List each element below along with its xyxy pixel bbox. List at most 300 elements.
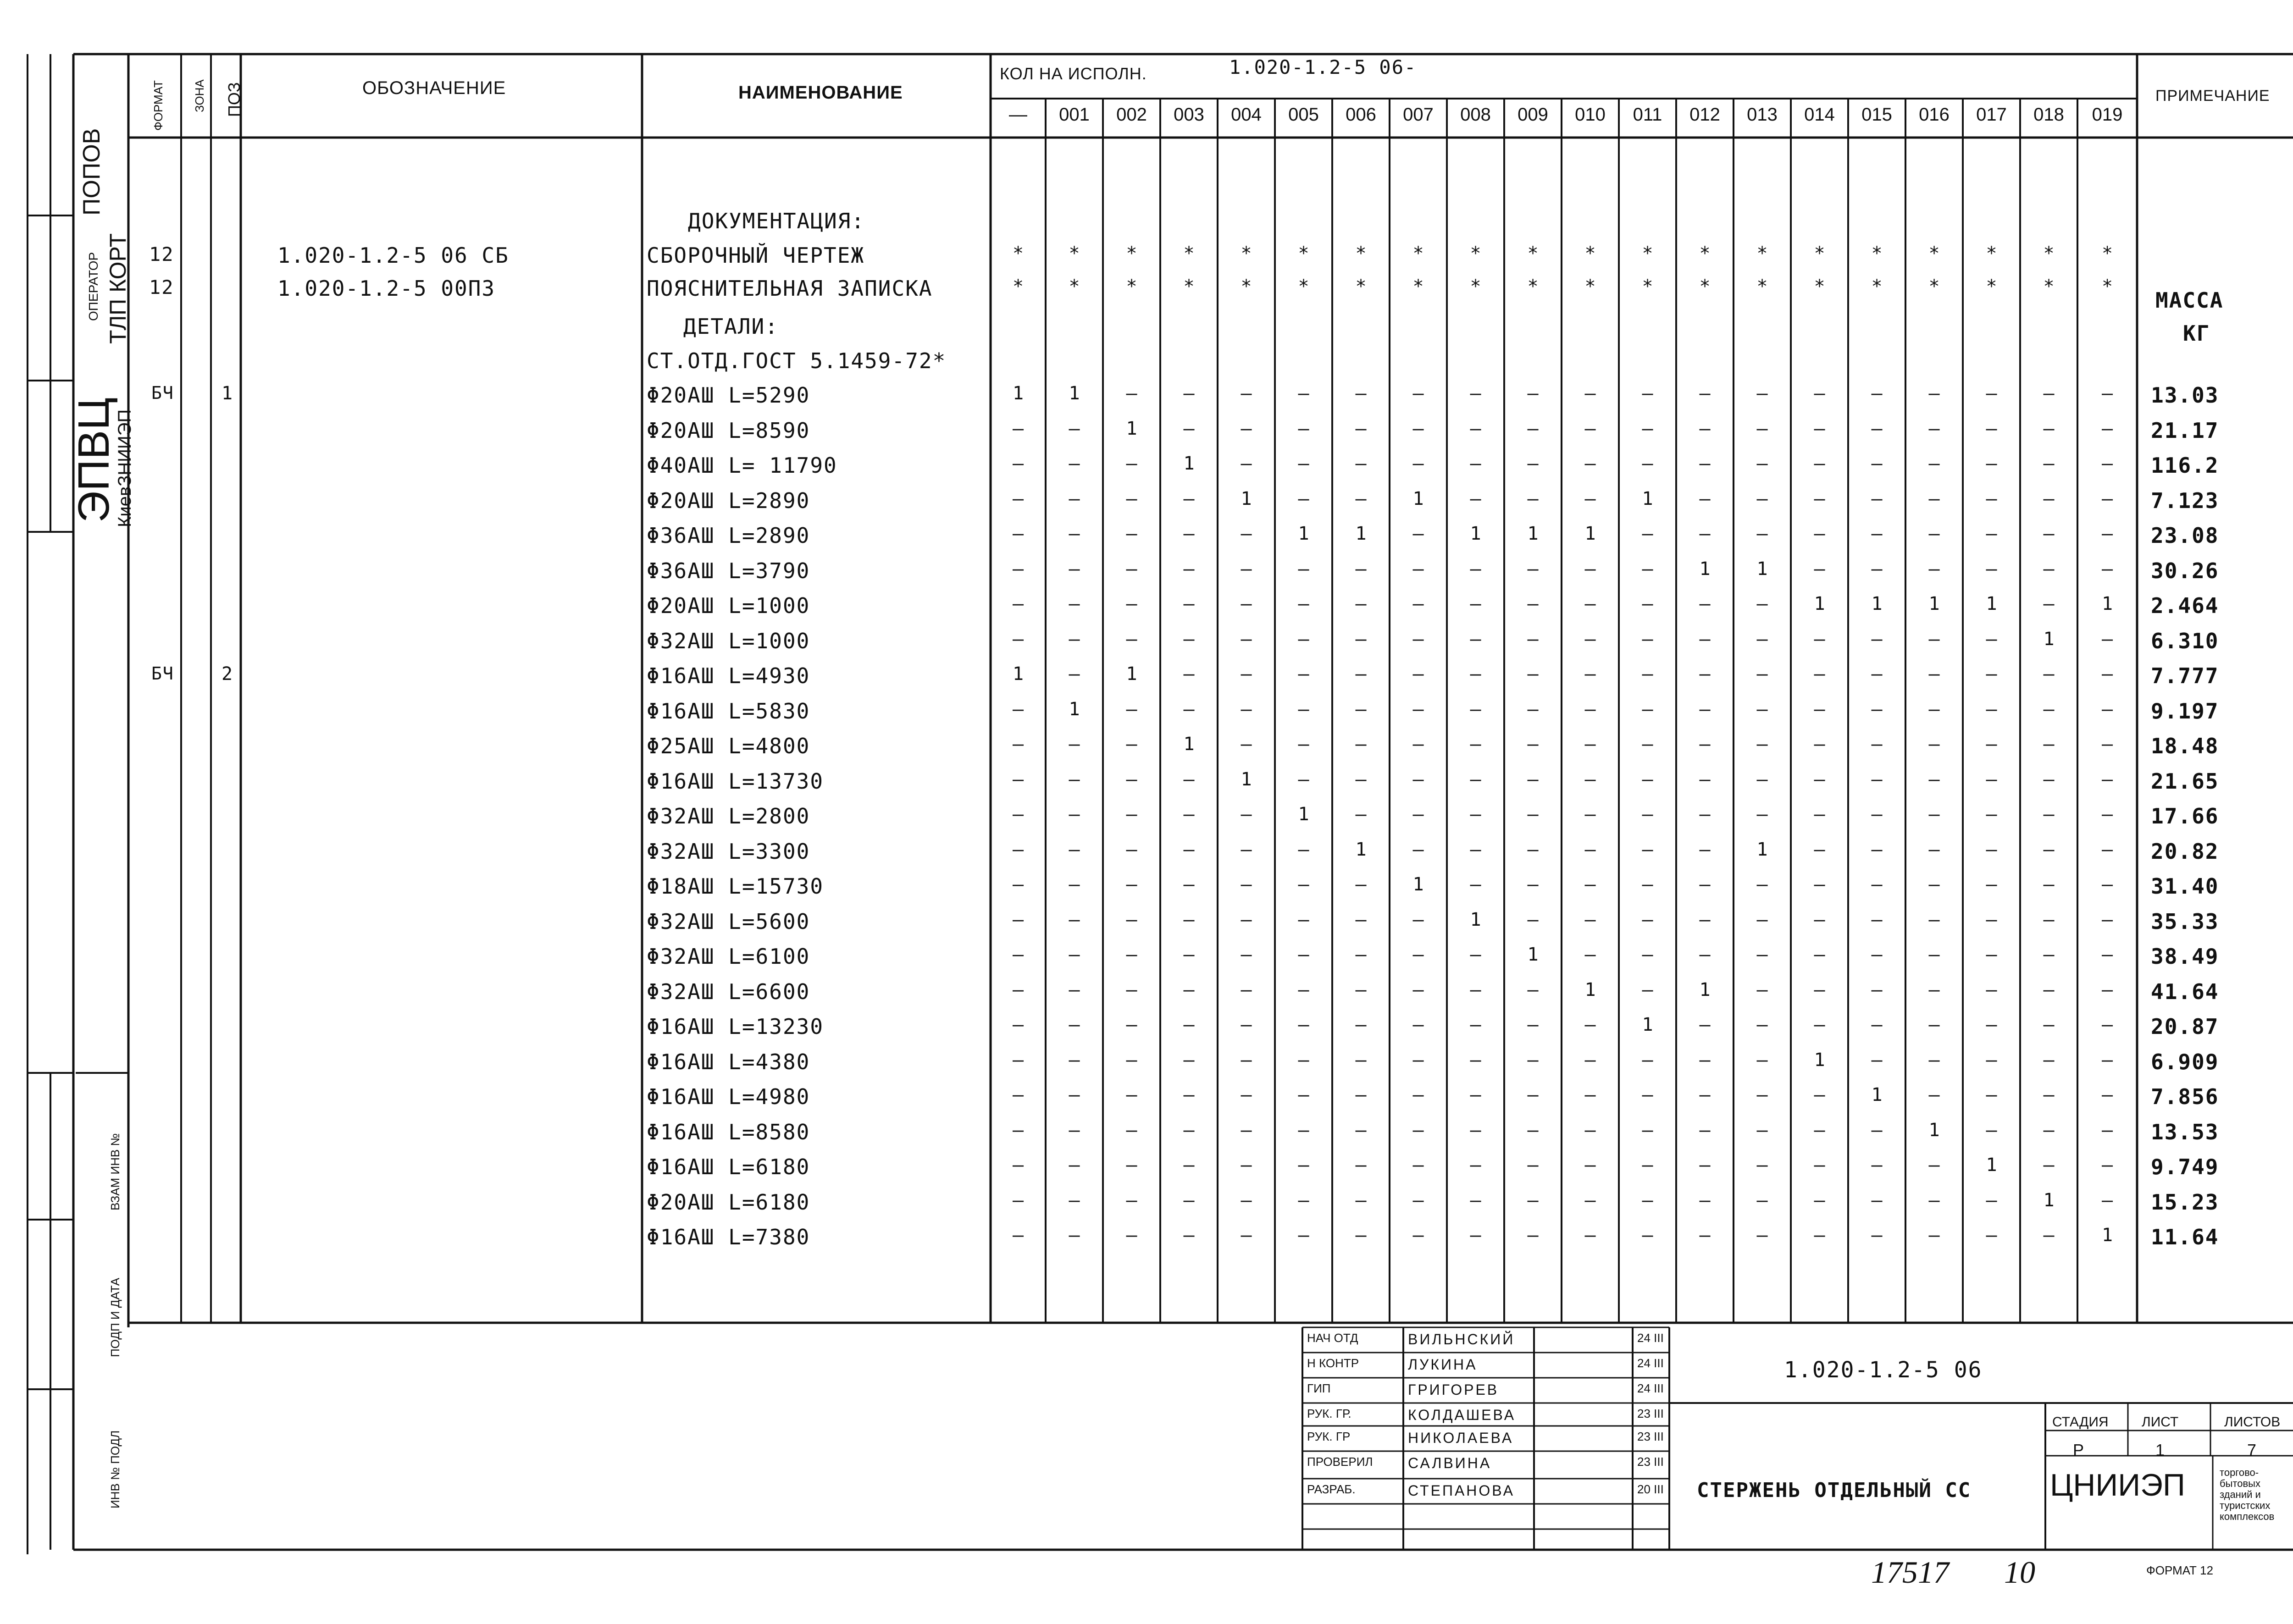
qty-cell: — — [1642, 628, 1653, 650]
doc-mark: * — [1470, 243, 1481, 264]
qty-cell: — — [1986, 804, 1997, 825]
qty-cell: — — [1126, 558, 1137, 580]
role-label: ГИП — [1307, 1381, 1331, 1395]
part-name: Φ16АШ L=5830 — [647, 698, 810, 724]
qty-cell: — — [1355, 383, 1367, 404]
doc-mark: * — [1871, 243, 1883, 264]
part-mass: 30.26 — [2151, 558, 2219, 583]
qty-cell: — — [2043, 488, 2055, 509]
qty-cell: — — [1584, 874, 1596, 895]
qty-cell: — — [1298, 1189, 1309, 1211]
doc-mark: * — [1012, 243, 1024, 264]
qty-cell: — — [1699, 488, 1711, 509]
qty-cell: — — [1928, 418, 1940, 439]
qty-cell: — — [1642, 418, 1653, 439]
qty-cell: — — [1412, 418, 1424, 439]
inventory-number: 17517 — [1871, 1555, 1949, 1590]
qty-cell: — — [2101, 1189, 2113, 1211]
qty-cell: — — [1928, 453, 1940, 474]
qty-cell: — — [1871, 453, 1883, 474]
qty-cell: — — [1470, 698, 1481, 720]
qty-cell: — — [1012, 1014, 1024, 1035]
details-title: ДЕТАЛИ: — [683, 314, 779, 339]
qty-cell: — — [1069, 909, 1080, 930]
qty-cell: — — [1756, 1189, 1768, 1211]
part-name: Φ32АШ L=1000 — [647, 628, 810, 653]
qty-cell: — — [1871, 804, 1883, 825]
qty-cell: — — [1756, 909, 1768, 930]
qty-cell: 1 — [1928, 1119, 1940, 1141]
qty-cell: — — [1241, 979, 1252, 1000]
qty-cell: — — [1183, 1119, 1195, 1141]
qty-cell: — — [2101, 488, 2113, 509]
qty-cell: — — [1183, 1154, 1195, 1176]
doc-mark: * — [1412, 276, 1424, 297]
part-name: Φ16АШ L=13730 — [647, 768, 824, 794]
qty-cell: — — [2101, 1084, 2113, 1105]
qty-cell: — — [1928, 874, 1940, 895]
qty-cell: — — [1355, 1049, 1367, 1071]
role-date: 23 III — [1637, 1430, 1664, 1443]
qty-cell: — — [1584, 734, 1596, 755]
qty-cell: — — [1126, 874, 1137, 895]
qty-cell: — — [1069, 628, 1080, 650]
qty-cell: — — [1355, 1084, 1367, 1105]
role-name: ГРИГОРЕВ — [1408, 1381, 1499, 1398]
qty-cell: — — [1986, 909, 1997, 930]
qty-cell: — — [2043, 768, 2055, 790]
qty-cell: — — [1699, 839, 1711, 860]
part-mass: 7.856 — [2151, 1084, 2219, 1109]
qty-cell: — — [1699, 1049, 1711, 1071]
qty-cell: — — [1584, 488, 1596, 509]
variant-header-0: — — [1009, 105, 1027, 125]
qty-cell: — — [1183, 418, 1195, 439]
qty-cell: — — [1527, 663, 1539, 685]
qty-cell: — — [2101, 804, 2113, 825]
qty-cell: — — [1069, 979, 1080, 1000]
doc-mark: * — [1069, 276, 1080, 297]
qty-cell: — — [1814, 698, 1825, 720]
qty-cell: — — [1699, 1154, 1711, 1176]
qty-cell: — — [1355, 698, 1367, 720]
qty-cell: — — [1756, 1119, 1768, 1141]
qty-cell: — — [1412, 593, 1424, 614]
qty-cell: — — [1298, 734, 1309, 755]
qty-cell: — — [1642, 663, 1653, 685]
qty-cell: — — [1012, 453, 1024, 474]
doc-mark: * — [1814, 276, 1825, 297]
doc-mark: * — [1298, 276, 1309, 297]
qty-cell: — — [1928, 909, 1940, 930]
qty-cell: — — [1012, 1119, 1024, 1141]
qty-cell: — — [1986, 1014, 1997, 1035]
qty-cell: — — [1355, 1119, 1367, 1141]
qty-cell: — — [1126, 698, 1137, 720]
qty-cell: — — [1012, 1084, 1024, 1105]
qty-cell: 1 — [1470, 523, 1481, 544]
part-name: Φ16АШ L=13230 — [647, 1014, 824, 1039]
variant-header-14: 014 — [1804, 105, 1835, 125]
qty-cell: 1 — [1412, 488, 1424, 509]
qty-cell: — — [1871, 698, 1883, 720]
qty-cell: — — [1012, 734, 1024, 755]
part-mass: 41.64 — [2151, 979, 2219, 1004]
qty-cell: — — [1298, 1119, 1309, 1141]
qty-cell: — — [1986, 383, 1997, 404]
qty-cell: — — [1814, 909, 1825, 930]
qty-cell: — — [1527, 453, 1539, 474]
qty-cell: — — [1986, 1084, 1997, 1105]
qty-cell: — — [1642, 593, 1653, 614]
part-name: Φ20АШ L=5290 — [647, 383, 810, 408]
part-name: Φ36АШ L=3790 — [647, 558, 810, 583]
qty-cell: — — [1298, 944, 1309, 965]
qty-cell: — — [1584, 1154, 1596, 1176]
qty-cell: — — [1756, 1084, 1768, 1105]
qty-cell: — — [1756, 523, 1768, 544]
qty-cell: — — [1470, 628, 1481, 650]
doc-mark: * — [1756, 243, 1768, 264]
part-name: Φ16АШ L=8580 — [647, 1119, 810, 1144]
sheet-label: ЛИСТ — [2142, 1414, 2179, 1430]
qty-cell: — — [1699, 698, 1711, 720]
doc-mark: * — [1928, 243, 1940, 264]
doc-mark: * — [1642, 276, 1653, 297]
doc-mark: * — [1126, 243, 1137, 264]
variant-header-11: 011 — [1633, 105, 1662, 125]
header-poz: ПОЗ — [225, 82, 244, 117]
qty-cell: — — [1699, 453, 1711, 474]
qty-cell: — — [2043, 1084, 2055, 1105]
qty-cell: — — [1069, 523, 1080, 544]
qty-cell: — — [1584, 1189, 1596, 1211]
qty-cell: — — [1183, 1084, 1195, 1105]
qty-cell: — — [1012, 839, 1024, 860]
qty-cell: — — [1241, 418, 1252, 439]
qty-cell: — — [1412, 1154, 1424, 1176]
qty-cell: — — [1871, 488, 1883, 509]
doc-mark: * — [1699, 243, 1711, 264]
qty-cell: — — [1699, 593, 1711, 614]
qty-cell: — — [1470, 1154, 1481, 1176]
qty-cell: — — [2101, 698, 2113, 720]
format-label: ФОРМАТ 12 — [2146, 1563, 2214, 1577]
header-oboznachenie: ОБОЗНАЧЕНИЕ — [362, 78, 506, 98]
qty-cell: — — [1069, 1049, 1080, 1071]
qty-cell: — — [1642, 558, 1653, 580]
qty-cell: — — [1069, 663, 1080, 685]
kg-label: КГ — [2183, 321, 2210, 346]
qty-cell: — — [1928, 1014, 1940, 1035]
qty-cell: — — [1241, 1014, 1252, 1035]
qty-cell: — — [1012, 628, 1024, 650]
qty-cell: — — [1986, 628, 1997, 650]
qty-cell: 1 — [1355, 839, 1367, 860]
part-name: Φ32АШ L=2800 — [647, 804, 810, 829]
qty-cell: — — [1298, 839, 1309, 860]
qty-cell: — — [1986, 1225, 1997, 1246]
qty-cell: — — [1298, 1154, 1309, 1176]
qty-cell: — — [1814, 453, 1825, 474]
part-name: Φ16АШ L=6180 — [647, 1154, 810, 1179]
qty-cell: — — [1814, 979, 1825, 1000]
qty-cell: — — [1012, 698, 1024, 720]
qty-cell: — — [1126, 593, 1137, 614]
doc-mark: * — [1355, 276, 1367, 297]
part-mass: 7.777 — [2151, 663, 2219, 688]
qty-cell: — — [1928, 698, 1940, 720]
role-name: САЛВИНА — [1408, 1455, 1492, 1471]
qty-cell: — — [1527, 1084, 1539, 1105]
qty-cell: 1 — [1699, 558, 1711, 580]
stage-value: Р — [2073, 1441, 2084, 1459]
qty-cell: — — [1928, 523, 1940, 544]
qty-cell: — — [2043, 804, 2055, 825]
qty-cell: — — [1183, 628, 1195, 650]
qty-cell: — — [1928, 839, 1940, 860]
qty-cell: 1 — [1298, 523, 1309, 544]
doc-row-2-oboz: 1.020-1.2-5 00ПЗ — [277, 276, 496, 301]
qty-cell: — — [1412, 628, 1424, 650]
qty-cell: — — [1756, 804, 1768, 825]
qty-cell: — — [1069, 1189, 1080, 1211]
qty-cell: — — [1756, 453, 1768, 474]
qty-cell: 1 — [1814, 1049, 1825, 1071]
qty-cell: — — [1986, 768, 1997, 790]
qty-cell: — — [2101, 1049, 2113, 1071]
qty-cell: — — [1183, 558, 1195, 580]
qty-cell: — — [1699, 804, 1711, 825]
qty-cell: — — [2043, 1225, 2055, 1246]
qty-cell: — — [2043, 523, 2055, 544]
qty-cell: 1 — [1126, 418, 1137, 439]
header-naimenovanie: НАИМЕНОВАНИЕ — [738, 83, 903, 103]
qty-cell: — — [1069, 488, 1080, 509]
part-mass: 6.909 — [2151, 1049, 2219, 1074]
qty-cell: 1 — [2043, 1189, 2055, 1211]
qty-cell: — — [1241, 628, 1252, 650]
role-name: ВИЛЬНСКИЙ — [1408, 1331, 1515, 1348]
sheets-label: ЛИСТОВ — [2224, 1414, 2281, 1430]
qty-cell: — — [1183, 488, 1195, 509]
qty-cell: — — [1069, 874, 1080, 895]
qty-cell: — — [1814, 1225, 1825, 1246]
qty-cell: — — [1069, 558, 1080, 580]
qty-cell: — — [1642, 909, 1653, 930]
qty-cell: — — [1814, 523, 1825, 544]
qty-cell: — — [1069, 1154, 1080, 1176]
qty-cell: — — [1355, 453, 1367, 474]
qty-cell: — — [1183, 383, 1195, 404]
qty-cell: — — [1584, 453, 1596, 474]
qty-cell: 1 — [1756, 558, 1768, 580]
qty-cell: — — [1412, 1119, 1424, 1141]
qty-cell: — — [1642, 523, 1653, 544]
qty-cell: — — [2101, 1014, 2113, 1035]
part-mass: 23.08 — [2151, 523, 2219, 548]
role-label: ПРОВЕРИЛ — [1307, 1455, 1373, 1469]
doc-mark: * — [1069, 243, 1080, 264]
qty-cell: — — [1069, 1225, 1080, 1246]
qty-cell: — — [1871, 1154, 1883, 1176]
qty-cell: — — [1527, 1119, 1539, 1141]
doc-mark: * — [1756, 276, 1768, 297]
qty-cell: — — [1756, 593, 1768, 614]
qty-cell: 1 — [1986, 1154, 1997, 1176]
side-popov: ПОПОВ — [78, 128, 105, 215]
qty-cell: — — [1012, 418, 1024, 439]
qty-cell: — — [1584, 663, 1596, 685]
qty-cell: — — [1183, 874, 1195, 895]
qty-cell: — — [1126, 768, 1137, 790]
qty-cell: — — [2101, 839, 2113, 860]
qty-cell: — — [1183, 804, 1195, 825]
qty-cell: 1 — [1470, 909, 1481, 930]
qty-cell: — — [2101, 874, 2113, 895]
qty-cell: — — [1642, 1154, 1653, 1176]
qty-cell: 1 — [2101, 1225, 2113, 1246]
qty-cell: — — [1871, 734, 1883, 755]
role-label: РУК. ГР — [1307, 1430, 1351, 1443]
qty-cell: — — [1642, 1225, 1653, 1246]
qty-cell: — — [1298, 1049, 1309, 1071]
qty-cell: — — [1928, 979, 1940, 1000]
qty-cell: — — [1871, 1014, 1883, 1035]
qty-cell: — — [1871, 383, 1883, 404]
qty-cell: — — [1756, 488, 1768, 509]
qty-cell: — — [1298, 558, 1309, 580]
qty-cell: — — [1986, 839, 1997, 860]
qty-cell: 1 — [1241, 488, 1252, 509]
doc-row-1-oboz: 1.020-1.2-5 06 СБ — [277, 243, 509, 268]
qty-cell: — — [1355, 909, 1367, 930]
qty-cell: — — [1642, 1084, 1653, 1105]
qty-cell: — — [1298, 418, 1309, 439]
variant-header-16: 016 — [1919, 105, 1950, 125]
part-name: Φ16АШ L=4930 — [647, 663, 810, 688]
qty-cell: — — [1470, 839, 1481, 860]
qty-cell: — — [2101, 383, 2113, 404]
qty-cell: — — [1527, 804, 1539, 825]
qty-cell: — — [1412, 1189, 1424, 1211]
qty-cell: — — [1069, 944, 1080, 965]
qty-cell: — — [1699, 383, 1711, 404]
qty-cell: 1 — [1012, 383, 1024, 404]
side-operator-name: ТЛП КОРТ — [105, 233, 131, 344]
qty-cell: — — [1986, 663, 1997, 685]
qty-cell: — — [1412, 383, 1424, 404]
qty-cell: — — [2101, 558, 2113, 580]
part-name: Φ16АШ L=7380 — [647, 1225, 810, 1249]
part-name: Φ32АШ L=6100 — [647, 944, 810, 969]
qty-cell: — — [1470, 734, 1481, 755]
qty-cell: — — [1126, 628, 1137, 650]
qty-cell: 1 — [1412, 874, 1424, 895]
qty-cell: — — [1814, 944, 1825, 965]
qty-cell: — — [2043, 1049, 2055, 1071]
qty-cell: — — [2043, 663, 2055, 685]
qty-cell: — — [1986, 1189, 1997, 1211]
part-mass: 17.66 — [2151, 804, 2219, 829]
qty-cell: — — [1642, 1189, 1653, 1211]
qty-cell: — — [1412, 1014, 1424, 1035]
qty-cell: — — [2043, 1014, 2055, 1035]
qty-cell: — — [1928, 628, 1940, 650]
qty-cell: — — [1470, 1225, 1481, 1246]
qty-cell: — — [1241, 698, 1252, 720]
qty-cell: — — [2101, 628, 2113, 650]
org-desc-line: бытовых — [2220, 1478, 2260, 1489]
qty-cell: — — [1928, 1049, 1940, 1071]
doc-mark: * — [1699, 276, 1711, 297]
qty-cell: — — [1355, 488, 1367, 509]
qty-cell: — — [1126, 453, 1137, 474]
variant-header-3: 003 — [1174, 105, 1204, 125]
qty-cell: — — [1183, 593, 1195, 614]
part-name: Φ25АШ L=4800 — [647, 734, 810, 758]
qty-cell: — — [1183, 979, 1195, 1000]
qty-cell: — — [1183, 1189, 1195, 1211]
qty-cell: — — [1183, 909, 1195, 930]
qty-cell: 1 — [1069, 698, 1080, 720]
qty-cell: — — [1527, 1189, 1539, 1211]
side-operator-label: ОПЕРАТОР — [86, 252, 100, 321]
side-vzam-inv: ВЗАМ ИНВ № — [108, 1133, 122, 1210]
qty-cell: — — [1871, 944, 1883, 965]
qty-cell: — — [1584, 1014, 1596, 1035]
qty-cell: — — [1470, 418, 1481, 439]
qty-cell: — — [1069, 418, 1080, 439]
qty-cell: — — [1642, 979, 1653, 1000]
variant-header-4: 004 — [1231, 105, 1262, 125]
role-label: РАЗРАБ. — [1307, 1482, 1356, 1496]
variant-header-19: 019 — [2092, 105, 2123, 125]
variant-header-2: 002 — [1116, 105, 1147, 125]
qty-cell: — — [1986, 453, 1997, 474]
qty-cell: — — [1126, 839, 1137, 860]
part-mass: 9.749 — [2151, 1154, 2219, 1179]
qty-cell: — — [1699, 523, 1711, 544]
qty-cell: — — [1470, 558, 1481, 580]
qty-cell: — — [1241, 593, 1252, 614]
qty-cell: — — [2043, 558, 2055, 580]
qty-cell: — — [1986, 523, 1997, 544]
variant-header-8: 008 — [1460, 105, 1491, 125]
qty-cell: — — [1699, 1084, 1711, 1105]
qty-cell: — — [1756, 1014, 1768, 1035]
qty-cell: — — [1527, 418, 1539, 439]
qty-cell: — — [1814, 418, 1825, 439]
qty-cell: 1 — [1928, 593, 1940, 614]
qty-cell: — — [1642, 839, 1653, 860]
qty-cell: — — [1355, 944, 1367, 965]
qty-cell: — — [1412, 698, 1424, 720]
part-mass: 35.33 — [2151, 909, 2219, 934]
qty-cell: — — [1183, 839, 1195, 860]
qty-cell: — — [1814, 768, 1825, 790]
qty-cell: — — [1928, 944, 1940, 965]
qty-cell: 1 — [1527, 523, 1539, 544]
qty-cell: — — [1183, 698, 1195, 720]
variant-header-6: 006 — [1346, 105, 1376, 125]
qty-cell: — — [1012, 944, 1024, 965]
docs-title: ДОКУМЕНТАЦИЯ: — [688, 209, 865, 233]
qty-cell: — — [1527, 488, 1539, 509]
qty-cell: — — [1527, 839, 1539, 860]
qty-cell: — — [1928, 804, 1940, 825]
qty-cell: — — [1986, 1119, 1997, 1141]
